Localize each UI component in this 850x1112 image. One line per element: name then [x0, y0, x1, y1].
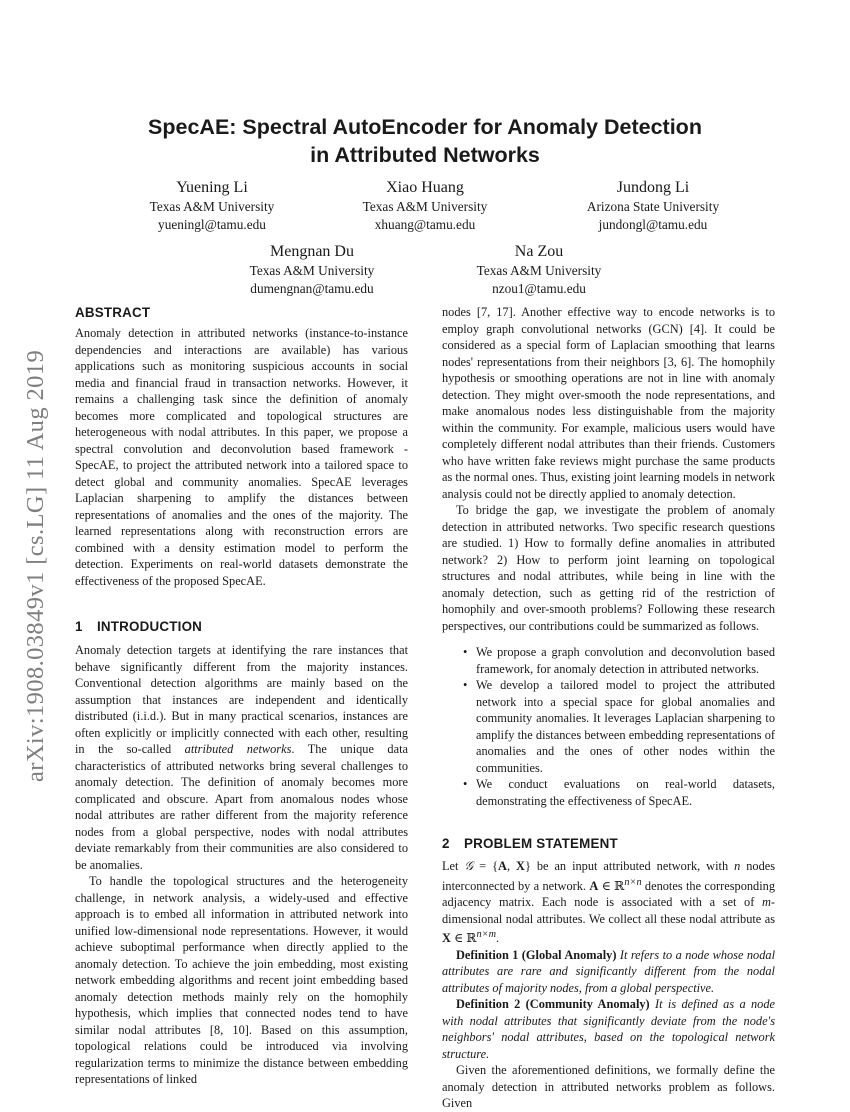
intro-paragraph-3: nodes [7, 17]. Another effective way to encode networks is to employ graph convolutional networks (GCN) [4]. It could be considered as a special form of Laplacian smoothing that learns nodes' representations from their neighbors [3, 6]. The homophily hypothesis or smoothing operations are not in line with anomaly detection. They might over-smooth the node representations, and make anomalous nodes less distinguishable from the majority within the community. For example, malicious users would have completely different nodal attributes than their friends. Customers who have written fake reviews might purchase the same products as the normal ones. Thus, existing joint learning models in network analysis could not be directly applied to anomaly detection.	[442, 305, 775, 501]
list-item: • We develop a tailored model to project the attributed network into a special space for global anomalies and community anomalies. It leverages Laplacian sharpening to amplify the distances between embedding representations of anomalies and the ones of other nodes within the communities.	[463, 678, 775, 775]
author-name: Xiao Huang	[386, 179, 464, 196]
section-title: PROBLEM STATEMENT	[464, 836, 618, 851]
author-block	[315, 177, 535, 233]
section-heading-introduction	[75, 618, 408, 636]
author-block	[429, 241, 649, 297]
author-affiliation: Texas A&M University	[249, 263, 375, 278]
author-block	[543, 177, 763, 233]
title-line-1: SpecAE: Spectral AutoEncoder for Anomaly Detection	[148, 115, 702, 139]
author-affiliation: Texas A&M University	[476, 263, 602, 278]
author-affiliation: Arizona State University	[586, 199, 720, 214]
contribution-list	[442, 644, 775, 809]
definition-2: Definition 2 (Community Anomaly) It is defined as a node with nodal attributes that significantly deviate from the node's neighbors' nodal attributes, based on the topological network structure.	[442, 997, 776, 1061]
problem-paragraph-2: Given the aforementioned definitions, we formally define the anomaly detection in attributed networks problem as follows. Given	[442, 1063, 775, 1111]
author-email: yueningl@tamu.edu	[158, 216, 266, 232]
section-number: 1	[75, 619, 83, 634]
section-heading-problem-statement	[442, 835, 775, 853]
author-block	[102, 177, 322, 233]
author-affiliation: Texas A&M University	[362, 199, 488, 214]
author-email: nzou1@tamu.edu	[492, 280, 586, 296]
list-item: • We propose a graph convolution and deconvolution based framework, for anomaly detection in attributed networks.	[463, 645, 775, 676]
left-column	[75, 304, 408, 1088]
author-email: dumengnan@tamu.edu	[250, 280, 374, 296]
problem-paragraph-1: Let 𝒢 = {A, X} be an input attributed network, with n nodes interconnected by a network. A ∈ ℝ$^{n\times n}$ denotes the corresponding adjacency matrix. Each node is associated with a set of m-dimensional nodal attributes. We collect all these nodal attribute as X ∈ ℝ$^{n\times m}$.	[442, 859, 776, 946]
author-email: jundongl@tamu.edu	[598, 216, 708, 232]
author-name: Mengnan Du	[270, 243, 354, 260]
intro-paragraph-2: To handle the topological structures and the heterogeneity challenge, in network analysis, a widely-used and effective approach is to embed all information in attributed network into unified low-dimensional node representations. However, it would achieve suboptimal performance when directly applied to the anomaly detection. To achieve the join embedding, most existing network embedding algorithms and recent joint embedding based anomaly detection methods mainly rely on the homophily hypothesis, which implies that connected nodes tend to have similar nodal attributes [8, 10]. Based on this assumption, topological relations could be introduced via involving regularization terms to minimize the distance between embedding representations of linked	[75, 874, 408, 1086]
intro-paragraph-1: Anomaly detection targets at identifying the rare instances that behave significantly different from the majority instances. Conventional detection algorithms are mainly based on the assumption that instances are independent and identically distributed (i.i.d.). But in many practical scenarios, instances are often explicitly or implicitly connected with each other, resulting in the so-called attributed networks. The unique data characteristics of attributed networks bring several challenges to anomaly detection. The definition of anomaly becomes more complicated and obscure. Apart from anomalous nodes whose nodal attributes are rather different from the majority reference nodes from a global perspective, nodes with nodal attributes deviate remarkably from their communities are also considered to be anomalies.	[75, 643, 408, 872]
author-name: Jundong Li	[616, 179, 690, 196]
arxiv-stamp: arXiv:1908.03849v1 [cs.LG] 11 Aug 2019	[22, 349, 49, 782]
right-column	[442, 304, 775, 1112]
author-name: Na Zou	[514, 243, 564, 260]
author-block	[202, 241, 422, 297]
section-title: INTRODUCTION	[97, 619, 203, 634]
definition-1: Definition 1 (Global Anomaly) It refers to a node whose nodal attributes are rare and significantly different from the nodal attributes of majority nodes, from a global perspective.	[442, 947, 775, 995]
author-email: xhuang@tamu.edu	[374, 216, 476, 232]
title-line-2: in Attributed Networks	[310, 143, 540, 167]
bullet-icon: •	[463, 645, 468, 659]
paper-title	[100, 113, 750, 169]
author-affiliation: Texas A&M University	[149, 199, 275, 214]
author-name: Yuening Li	[176, 179, 248, 196]
section-number: 2	[442, 836, 450, 851]
bullet-icon: •	[463, 777, 468, 791]
abstract-text: Anomaly detection in attributed networks (instance-to-instance dependencies and interactions are available) has various applications such as monitoring suspicious accounts in social media and financial fraud in transaction networks. However, it remains a challenging task since the definition of anomaly becomes more complicated and topological structures are heterogeneous with nodal attributes. In this paper, we propose a spectral convolution and deconvolution based framework - SpecAE, to project the attributed network into a tailored space to detect global and community anomalies. SpecAE leverages Laplacian sharpening to amplify the distances between representations of anomalies and the ones of the majority. The learned representations along with reconstruction errors are combined with a density estimation model to perform the detection. Experiments on real-world datasets demonstrate the effectiveness of the proposed SpecAE.	[75, 326, 408, 588]
intro-paragraph-4: To bridge the gap, we investigate the problem of anomaly detection in attributed networks. Two specific research questions are studied. 1) How to formally define anomalies in attributed network? 2) How to perform joint learning on topological structures and nodal attributes, while being in line with the anomaly detection, such as getting rid of the restriction of homophily and over-smooth problems? Following these research perspectives, our contributions could be summarized as follows.	[442, 503, 775, 633]
list-item: • We conduct evaluations on real-world datasets, demonstrating the effectiveness of SpecAE.	[463, 777, 775, 808]
abstract-heading: ABSTRACT	[75, 305, 151, 320]
bullet-icon: •	[463, 678, 468, 692]
